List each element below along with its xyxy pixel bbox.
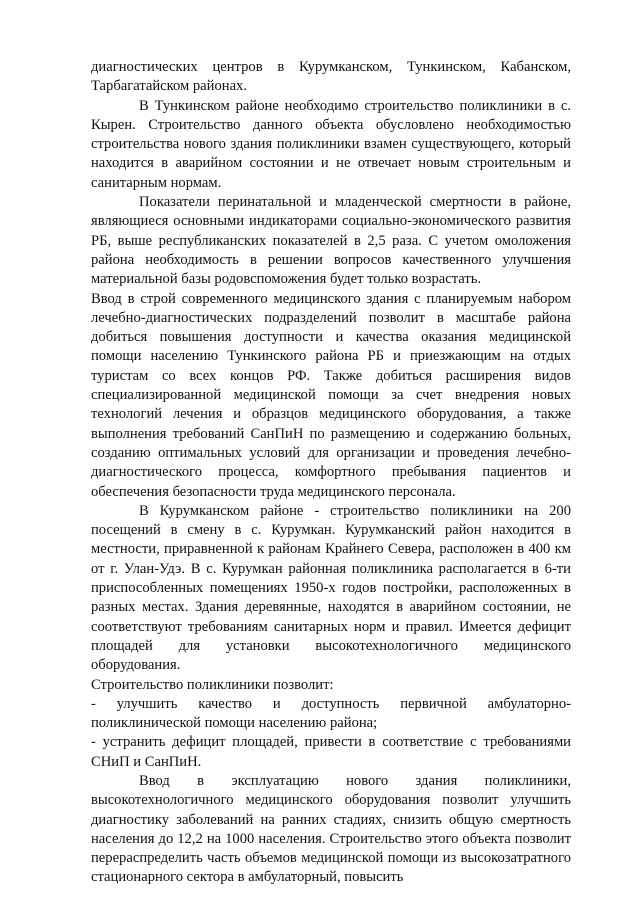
paragraph-tunka-clinic: В Тункинском районе необходимо строительство поликлиники в с. Кырен. Строительство данного объекта обусловлено необходимостью строительства нового здания поликлиники взамен существующего, который находится в аварийном состоянии и не отвечает новым строительным и санитарным нормам.: [91, 97, 571, 191]
paragraph-mortality-indicators: Показатели перинатальной и младенческой смертности в районе, являющиеся основными индикаторами социально-экономического развития РБ, выше республиканских показателей в 2,5 раза. С учетом омоложения района необходимость в решении вопросов качественного улучшения материальной базы родовспоможения будет только возрастать.: [91, 194, 571, 288]
paragraph-commissioning: Ввод в эксплуатацию нового здания поликлиники, высокотехнологичного медицинского оборудования позволит улучшить диагностику заболеваний на ранних стадиях, снизить общую смертность населения до 12,2 на 1000 населения. Строительство этого объекта позволит перераспределить часть объемов медицинской помощи из высокозатратного стационарного сектора в амбулаторный, повысить: [91, 772, 571, 886]
paragraph-construction-allows: Строительство поликлиники позволит:: [91, 676, 334, 693]
document-page: [91, 58, 571, 888]
paragraph-new-building-benefits: Ввод в строй современного медицинского здания с планируемым набором лечебно-диагностических подразделений позволит в масштабе района добиться повышения доступности и качества оказания медицинской помощи населению Тункинского района РБ и приезжающим на отдых туристам со всех концов РФ. Также добиться расширения видов специализированной медицинской помощи за счет внедрения новых технологий лечения и образцов медицинского оборудования, а также выполнения требований СанПиН по размещению и содержанию больных, созданию оптимальных условий для организации и проведения лечебно-диагностического процесса, комфортного пребывания пациентов и обеспечения безопасности труда медицинского персонала.: [91, 290, 571, 500]
list-item-improve-quality: - улучшить качество и доступность первичной амбулаторно-поликлинической помощи населению района;: [91, 695, 571, 732]
paragraph-diagnostic-centers: диагностических центров в Курумканском, Тункинском, Кабанском, Тарбагатайском районах.: [91, 59, 571, 95]
list-item-eliminate-deficit: - устранить дефицит площадей, привести в соответствие с требованиями СНиП и СанПиН.: [91, 734, 571, 770]
paragraph-kurumkan-clinic: В Курумканском районе - строительство поликлиники на 200 посещений в смену в с. Курумкан. Курумканский район находится в местности, приравненной к районам Крайнего Севера, расположен в 400 км от г. Улан-Удэ. В с. Курумкан районная поликлиника располагается в 6-ти приспособленных помещениях 1950-х годов постройки, расположенных в разных местах. Здания деревянные, находятся в аварийном состоянии, не соответствуют требованиям санитарных норм и правил. Имеется дефицит площадей для установки высокотехнологичного медицинского оборудования.: [91, 502, 571, 674]
